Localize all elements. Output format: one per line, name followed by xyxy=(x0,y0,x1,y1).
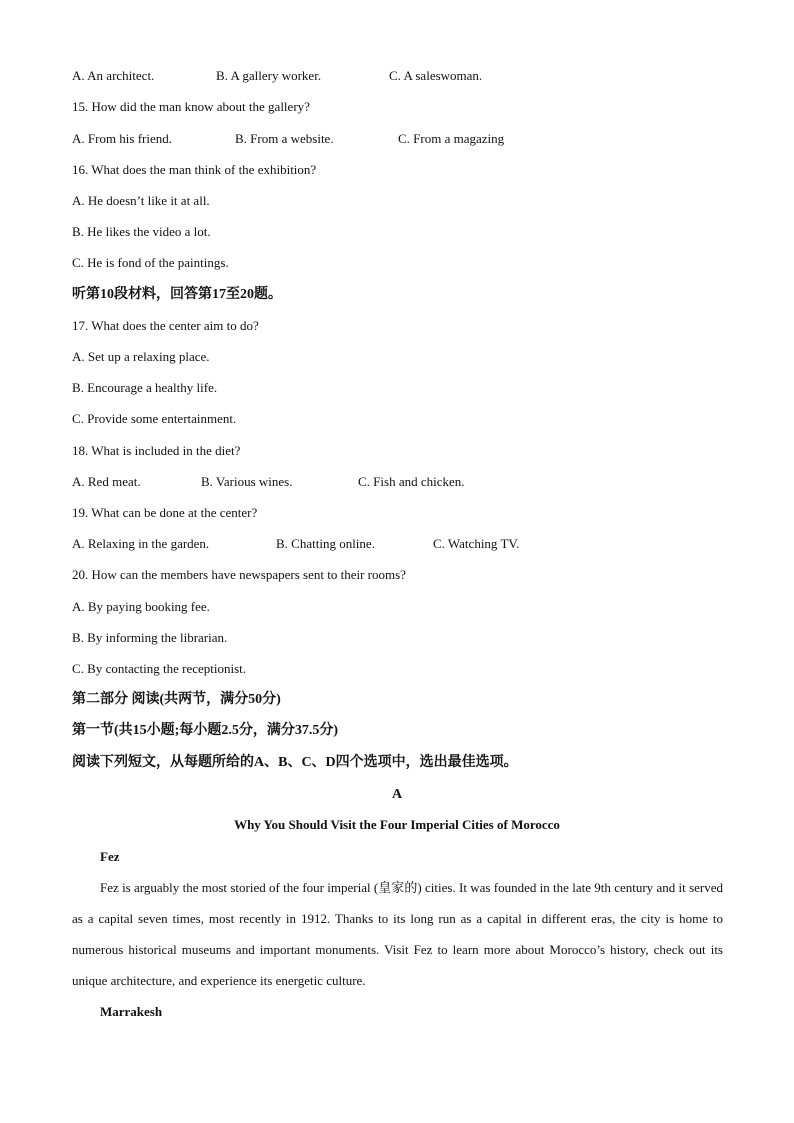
q16-option-a: A. He doesn’t like it at all. xyxy=(72,193,210,208)
reading-instructions: 阅读下列短文，从每题所给的A、B、C、D四个选项中，选出最佳选项。 xyxy=(72,755,518,770)
passage-title: Why You Should Visit the Four Imperial Cities of Morocco xyxy=(234,817,560,832)
q18-option-b: B. Various wines. xyxy=(201,474,293,489)
q15-option-c: C. From a magazing xyxy=(398,131,505,146)
q20-option-c: C. By contacting the receptionist. xyxy=(72,661,247,676)
q20-option-b: B. By informing the librarian. xyxy=(72,630,228,645)
marrakesh-heading: Marrakesh xyxy=(100,1004,163,1019)
q15-question: 15. How did the man know about the gallery? xyxy=(72,99,310,114)
q14-option-a: A. An architect. xyxy=(72,68,155,83)
q14-option-c: C. A saleswoman. xyxy=(389,68,483,83)
q18-option-c: C. Fish and chicken. xyxy=(358,474,465,489)
q19-option-c: C. Watching TV. xyxy=(433,536,520,551)
q18-question: 18. What is included in the diet? xyxy=(72,443,241,458)
passage-letter: A xyxy=(391,787,403,802)
q17-option-b: B. Encourage a healthy life. xyxy=(72,380,218,395)
q16-question: 16. What does the man think of the exhibition? xyxy=(72,162,317,177)
q18-option-a: A. Red meat. xyxy=(72,474,141,489)
q15-option-a: A. From his friend. xyxy=(72,131,173,146)
fez-paragraph: Fez is arguably the most storied of the four imperial (皇家的) cities. It was founded in the late 9th century and it served as a capital seven times, most recently in 1912. Thanks to its long run as a capital in different eras, the city is home to numerous historical museums and important monuments. Visit Fez to learn more about Morocco’s history, check out its unique architecture, and experience its energetic culture. xyxy=(72,880,723,988)
q14-option-b: B. A gallery worker. xyxy=(216,68,322,83)
q16-option-b: B. He likes the video a lot. xyxy=(72,224,211,239)
fez-heading: Fez xyxy=(100,849,120,864)
q19-question: 19. What can be done at the center? xyxy=(72,505,258,520)
q16-option-c: C. He is fond of the paintings. xyxy=(72,255,229,270)
section-10-heading: 听第10段材料，回答第17至20题。 xyxy=(72,287,282,302)
q17-option-c: C. Provide some entertainment. xyxy=(72,411,237,426)
q17-option-a: A. Set up a relaxing place. xyxy=(72,349,210,364)
q17-question: 17. What does the center aim to do? xyxy=(72,318,259,333)
q20-question: 20. How can the members have newspapers sent to their rooms? xyxy=(72,567,406,582)
part-2-heading: 第二部分 阅读(共两节，满分50分) xyxy=(72,692,281,707)
q19-option-b: B. Chatting online. xyxy=(276,536,375,551)
q15-option-b: B. From a website. xyxy=(235,131,334,146)
q19-option-a: A. Relaxing in the garden. xyxy=(72,536,210,551)
section-1-heading: 第一节(共15小题;每小题2.5分，满分37.5分) xyxy=(72,723,338,738)
q20-option-a: A. By paying booking fee. xyxy=(72,599,210,614)
